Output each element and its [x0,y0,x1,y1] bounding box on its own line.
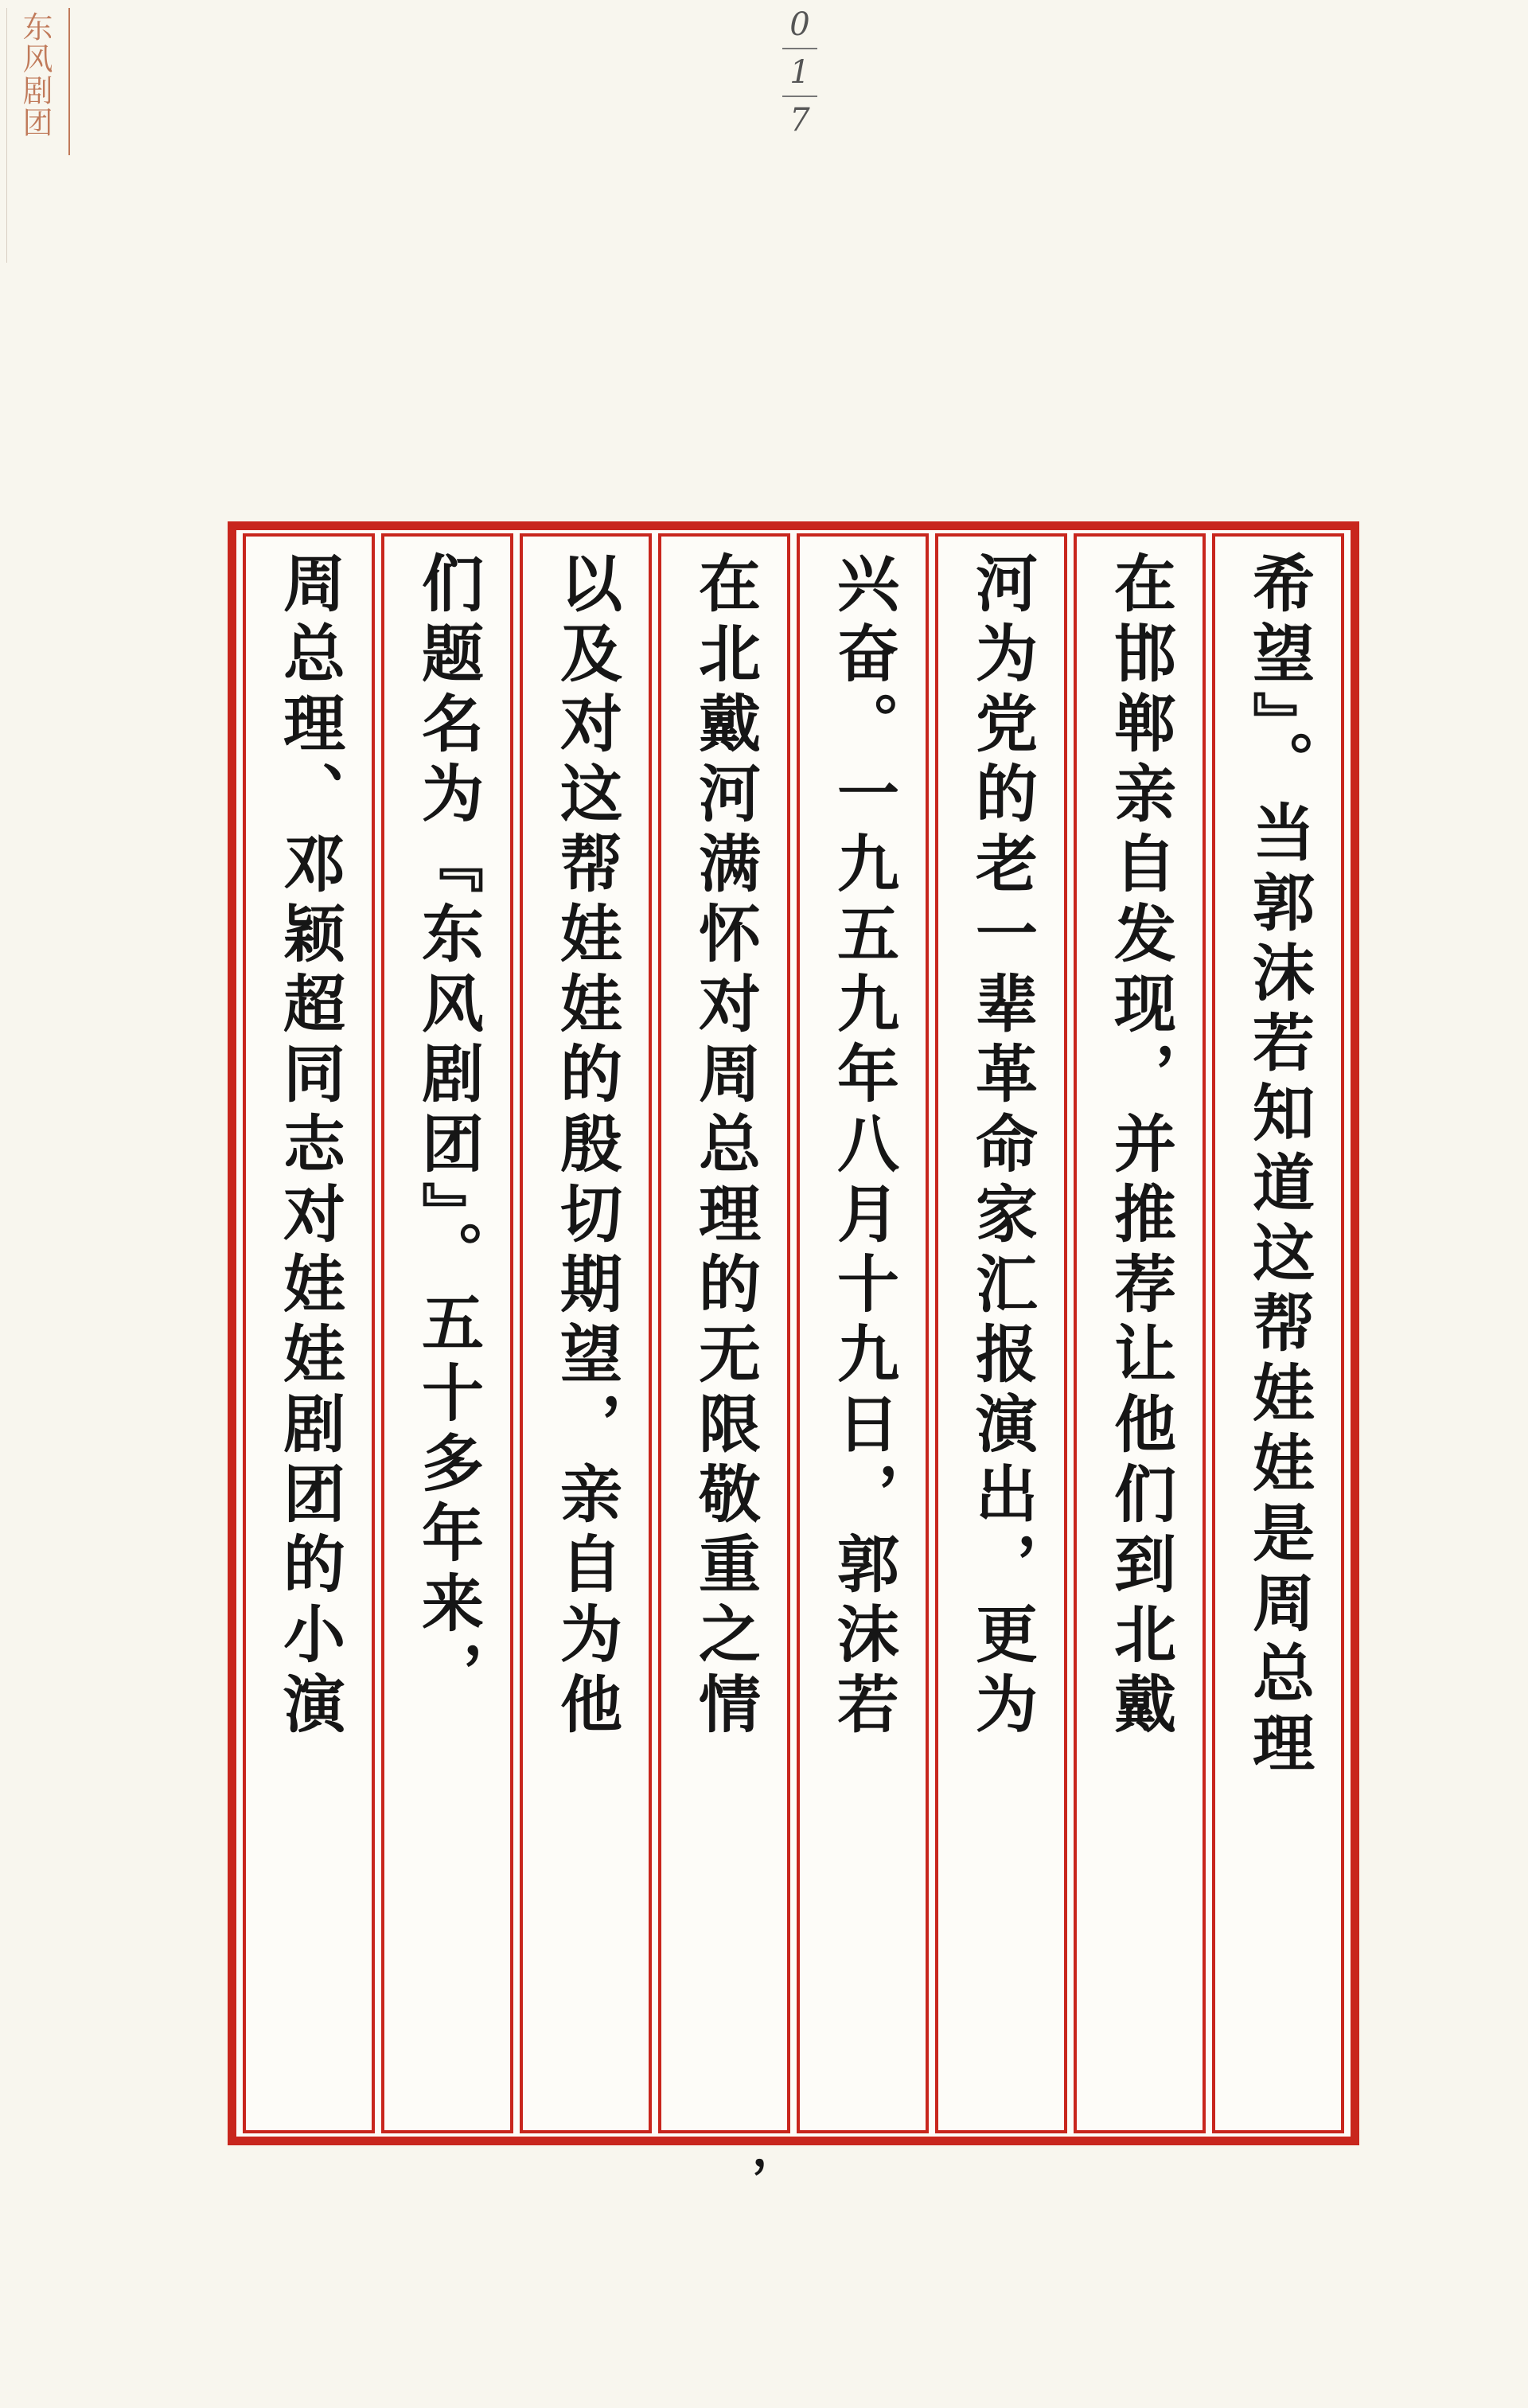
page-number [772,6,828,139]
manuscript-column-text: 们题名为『东风剧团』。五十多年来， [411,551,483,1711]
page-number-divider [782,96,817,97]
page-number-digit: 7 [789,102,810,139]
calligraphy-manuscript-frame [228,521,1359,2145]
page-number-divider [782,48,817,49]
page-number-digit: 1 [789,54,810,91]
manuscript-column-text: 兴奋。一九五九年八月十九日，郭沫若 [827,551,898,1742]
page-number-digit: 0 [789,6,810,43]
manuscript-column [1212,533,1344,2133]
manuscript-column-text: 周总理、邓颖超同志对娃娃剧团的小演 [273,551,345,1742]
manuscript-column-text: 在北戴河满怀对周总理的无限敬重之情 [688,551,760,1742]
manuscript-column [1074,533,1206,2133]
manuscript-column-text: 希望』。当郭沫若知道这帮娃娃是周总理 [1242,551,1314,1781]
manuscript-column [797,533,929,2133]
manuscript-column-text: 河为党的老一辈革命家汇报演出，更为 [965,551,1037,1742]
manuscript-column [243,533,375,2133]
manuscript-column [658,533,790,2133]
manuscript-column [520,533,652,2133]
manuscript-column [381,533,513,2133]
manuscript-column-text: 在邯郸亲自发现，并推荐让他们到北戴 [1104,551,1175,1742]
running-title-rule [68,8,70,155]
manuscript-column-text: 以及对这帮娃娃的殷切期望，亲自为他 [550,551,622,1742]
margin-rule [6,8,7,263]
manuscript-column [935,533,1067,2133]
running-title: 东风剧团 [18,11,53,139]
overflow-punctuation: ， [752,2121,800,2177]
